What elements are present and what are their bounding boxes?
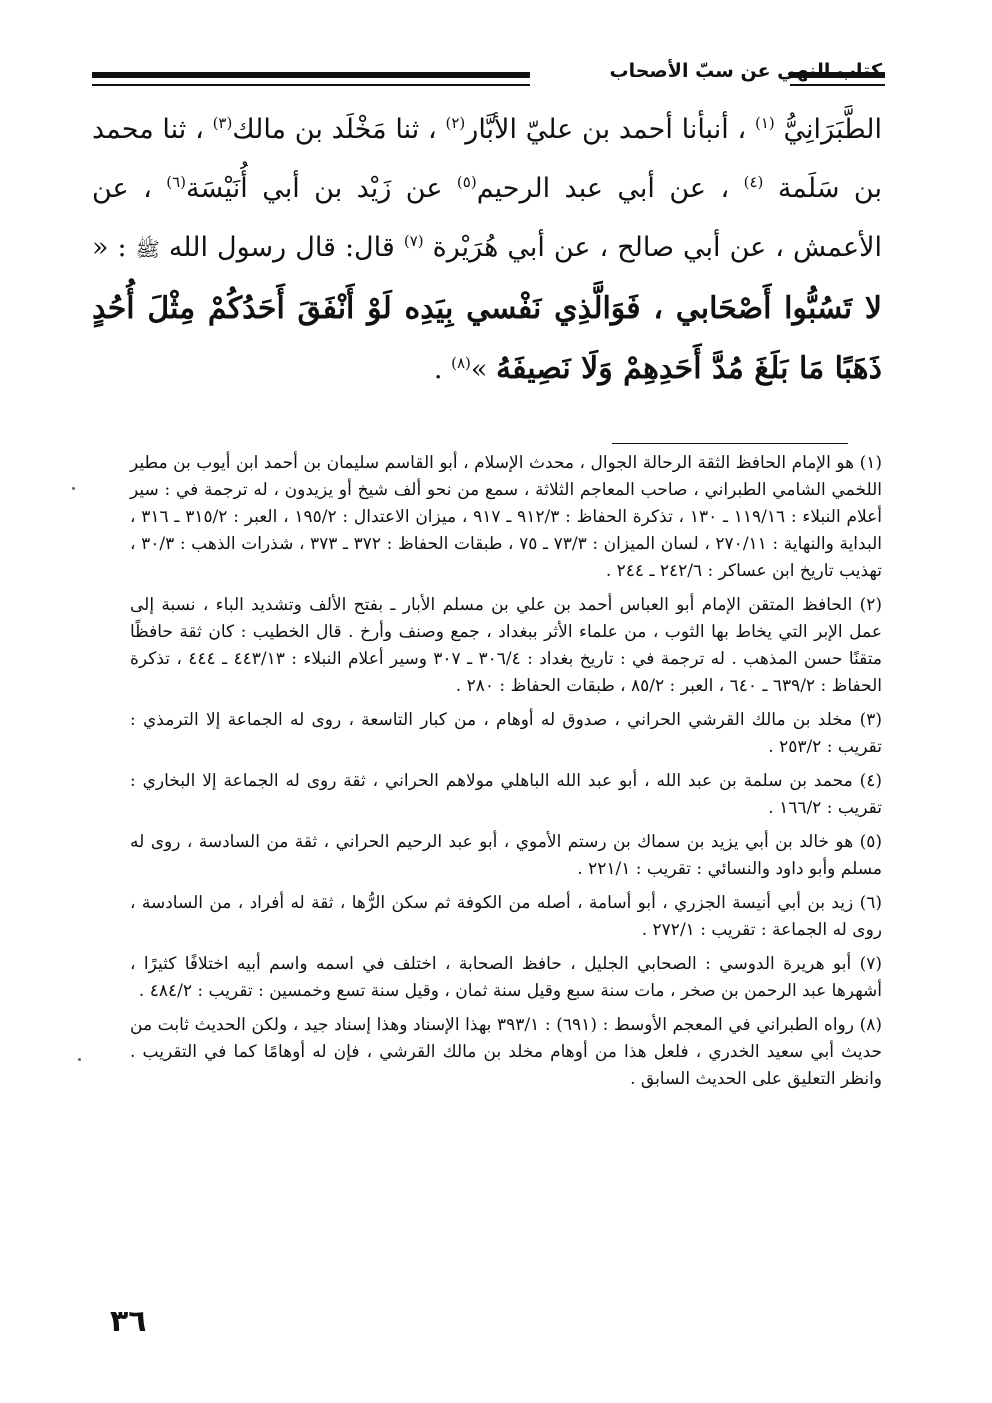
page-number: ٣٦ (110, 1304, 147, 1339)
footnote-8: (٨) رواه الطبراني في المعجم الأوسط : (٦٩١) : ٣٩٣/١ بهذا الإسناد وهذا إسناد جيد ، ولكن الحديث ثابت من حديث أبي سعيد الخدري ، فلعل هذا من أوهام مخلد بن مالك القرشي ، فإن له أوهامًا كما في التقريب . وانظر التعليق على الحديث السابق . (130, 1015, 882, 1089)
scan-speck (78, 1058, 81, 1061)
header-rule-thick (92, 72, 530, 78)
footnote-2: (٢) الحافظ المتقن الإمام أبو العباس أحمد بن علي بن مسلم الأبار ـ بفتح الألف وتشديد الباء ، نسبة إلى عمل الإبر التي يخاط بها الثوب ، من علماء الأثر ببغداد ، جمع وصنف وأرخ . قال الخطيب : كان ثقة حافظًا متقنًا حسن المذهب . له ترجمة في : تاريخ بغداد : ٣٠٦/٤ ـ ٣٠٧ وسير أعلام النبلاء : ٤٤٣/١٣ ـ ٤٤٤ ، تذكرة الحفاظ : ٦٣٩/٢ ـ ٦٤٠ ، العبر : ٨٥/٢ ، طبقات الحفاظ : ٢٨٠ . (130, 595, 882, 696)
running-header-title: كتاب النهي عن سبّ الأصحاب (609, 60, 882, 82)
header-rule-right-thin (790, 84, 885, 86)
footnote-separator (612, 443, 848, 444)
footnote-ref: (١) (754, 114, 775, 132)
header-rule-thin (92, 84, 530, 86)
footnote-1: (١) هو الإمام الحافظ الثقة الرحالة الجوال ، محدث الإسلام ، أبو القاسم سليمان بن أحمد ابن أيوب بن مطير اللخمي الشامي الطبراني ، صاحب المعاجم الثلاثة ، سمع من نحو ألف شيخ أو يزيدون ، له ترجمة في : سير أعلام النبلاء : ١١٩/١٦ ـ ١٣٠ ، تذكرة الحفاظ : ٩١٢/٣ ـ ٩١٧ ، ميزان الاعتدال : ١٩٥/٢ ، العبر : ٣١٥/٢ ـ ٣١٦ ، البداية والنهاية : ٢٧٠/١١ ، لسان الميزان : ٧٣/٣ ـ ٧٥ ، طبقات الحفاظ : ٣٧٢ ـ ٣٧٣ ، شذرات الذهب : ٣٠/٣ ، تهذيب تاريخ ابن عساكر : ٢٤٢/٦ ـ ٢٤٤ . (130, 453, 882, 581)
footnote-ref: (٨) (451, 354, 471, 372)
footnote-ref: (٣) (212, 114, 233, 132)
hadith-text: لا تَسُبُّوا أَصْحَابي ، فَوَالَّذِي نَفْسي بِيَدِه لَوْ أَنْفَقَ أَحَدُكُمْ مِثْلَ أُحُدٍ ذَهَبًا مَا بَلَغَ مُدَّ أَحَدِهِمْ وَلَا نَصِيفَهُ (92, 291, 882, 386)
isnad-paragraph (92, 100, 882, 399)
footnote-ref: (٢) (445, 114, 466, 132)
footnote-ref: (٥) (456, 173, 477, 191)
main-segment: ، ثنا مَخْلَد بن مالك (232, 114, 437, 145)
footnote-6: (٦) زيد بن أبي أنيسة الجزري ، أبو أسامة ، أصله من الكوفة ثم سكن الرُّها ، ثقة له أفراد ، من السادسة ، روى له الجماعة : تقريب : ٢٧٢/١ . (130, 893, 882, 940)
scan-speck (72, 487, 75, 490)
footnote-7: (٧) أبو هريرة الدوسي : الصحابي الجليل ، حافظ الصحابة ، اختلف في اسمه واسم أبيه اختلافًا كثيرًا ، أشهرها عبد الرحمن بن صخر ، مات سنة سبع وقيل سنة ثمان ، وقيل سنة تسع وخمسين : تقريب : ٤٨٤/٢ . (130, 954, 882, 1001)
main-segment: : « (92, 232, 127, 263)
main-segment: . (433, 354, 443, 385)
footnote-5: (٥) هو خالد بن أبي يزيد بن سماك بن رستم الأموي ، أبو عبد الرحيم الحراني ، ثقة من السادسة ، روى له مسلم وأبو داود والنسائي : تقريب : ٢٢١/١ . (130, 832, 882, 879)
footnote-3: (٣) مخلد بن مالك القرشي الحراني ، صدوق له أوهام ، من كبار التاسعة ، روى له الجماعة إلا الترمذي : تقريب : ٢٥٣/٢ . (130, 710, 882, 757)
main-segment: عن زَيْد بن أبي أُنَيْسَة (186, 173, 443, 204)
main-segment: ، عن الأعمش ، عن أبي صالح ، عن أبي هُرَيْرة (92, 173, 882, 263)
main-segment: قال: قال رسول الله (168, 232, 395, 263)
footnote-4: (٤) محمد بن سلمة بن عبد الله ، أبو عبد الله الباهلي مولاهم الحراني ، ثقة روى له الجماعة إلا البخاري : تقريب : ١٦٦/٢ . (130, 771, 882, 818)
footnote-ref: (٦) (166, 173, 187, 191)
footnote-ref: (٤) (743, 173, 764, 191)
main-segment: ، عن أبي عبد الرحيم (476, 173, 730, 204)
main-segment: » (470, 354, 488, 385)
main-segment: ، ثنا محمد بن سَلَمة (92, 114, 882, 204)
main-segment: ، أنبأنا أحمد بن عليّ الأبَّار (465, 114, 747, 145)
footnote-ref: (٧) (403, 232, 424, 250)
footnotes (130, 450, 882, 1100)
main-segment: الطَّبَرَانِيُّ (783, 114, 882, 145)
salutation-glyph: ﷺ (135, 237, 160, 261)
main-text (92, 100, 882, 399)
